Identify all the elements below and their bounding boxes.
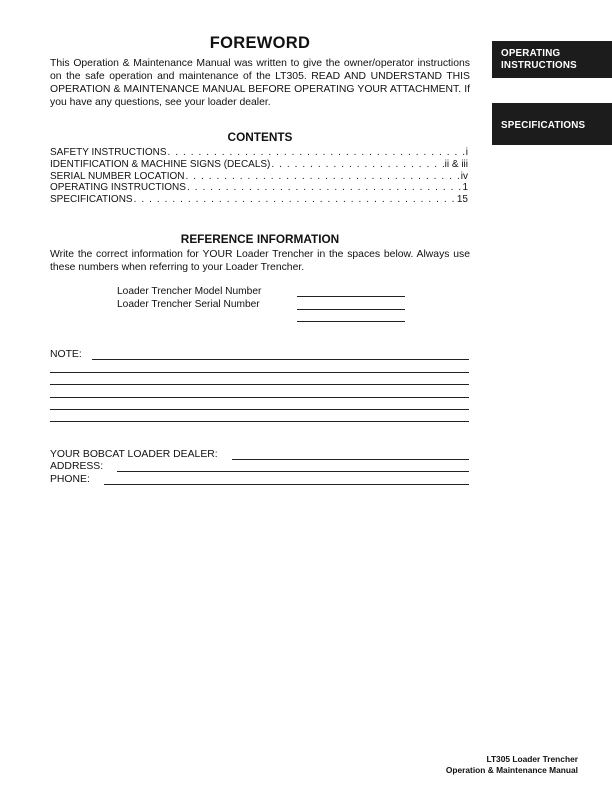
toc-entry-label: SAFETY INSTRUCTIONS — [50, 147, 167, 158]
footer-manual-name: Operation & Maintenance Manual — [445, 765, 578, 775]
toc-entry-page: 1 — [462, 182, 468, 194]
toc-entry[interactable] — [50, 194, 468, 206]
address-label: ADDRESS: — [50, 461, 104, 472]
contents-heading: CONTENTS — [227, 130, 293, 144]
page-title: FOREWORD — [209, 34, 311, 52]
toc-leader — [271, 159, 443, 171]
toc-entry-page: iv — [460, 170, 468, 182]
tab-operating-instructions-label: OPERATING INSTRUCTIONS — [501, 48, 577, 71]
dealer-field[interactable] — [232, 459, 469, 460]
tab-specifications[interactable] — [492, 103, 612, 145]
table-of-contents — [50, 147, 468, 206]
note-line[interactable] — [50, 421, 469, 422]
serial-number-field[interactable] — [297, 309, 405, 310]
reference-instructions: Write the correct information for YOUR Loader Trencher in the spaces below. Always use these numbers when referring to your Loader Trencher. — [50, 249, 470, 273]
note-line[interactable] — [50, 372, 469, 373]
toc-entry-page: 15 — [456, 194, 468, 206]
toc-entry-page: i — [465, 147, 468, 158]
toc-entry[interactable] — [50, 182, 468, 194]
toc-entry-label: SERIAL NUMBER LOCATION — [50, 170, 185, 182]
toc-entry-label: OPERATING INSTRUCTIONS — [50, 182, 186, 194]
toc-entry[interactable] — [50, 159, 468, 171]
note-line[interactable] — [92, 359, 469, 360]
note-label: NOTE: — [50, 349, 82, 360]
tab-operating-instructions[interactable] — [492, 41, 612, 78]
footer — [446, 754, 578, 776]
toc-entry-label: IDENTIFICATION & MACHINE SIGNS (DECALS) — [50, 158, 271, 170]
toc-entry-page: ii & iii — [444, 158, 468, 170]
note-line[interactable] — [50, 384, 469, 385]
tab-specifications-label: SPECIFICATIONS — [501, 120, 586, 131]
toc-leader — [168, 147, 465, 159]
footer-product-name: LT305 Loader Trencher — [486, 754, 578, 764]
note-line[interactable] — [50, 409, 469, 410]
phone-field[interactable] — [104, 484, 469, 485]
model-number-field[interactable] — [297, 296, 405, 297]
extra-number-field[interactable] — [297, 321, 405, 322]
toc-leader — [185, 171, 459, 183]
toc-entry[interactable] — [50, 147, 468, 159]
toc-leader — [134, 194, 456, 206]
dealer-label: YOUR BOBCAT LOADER DEALER: — [50, 449, 218, 460]
serial-number-label: Loader Trencher Serial Number — [117, 299, 260, 310]
reference-heading: REFERENCE INFORMATION — [180, 232, 340, 246]
toc-entry-label: SPECIFICATIONS — [50, 194, 133, 206]
intro-paragraph: This Operation & Maintenance Manual was written to give the owner/operator instructions on the safe operation and maintenance of the LT305. READ AND UNDERSTAND THIS OPERATION & MAINTENANCE MANUAL BEFORE OPERATING YOUR ATTACHMENT. If you have any questions, see your loader dealer. — [50, 58, 470, 108]
model-number-label: Loader Trencher Model Number — [117, 286, 262, 297]
toc-entry[interactable] — [50, 171, 468, 183]
note-line[interactable] — [50, 397, 469, 398]
address-field[interactable] — [117, 471, 469, 472]
toc-leader — [187, 182, 462, 194]
phone-label: PHONE: — [50, 474, 90, 485]
